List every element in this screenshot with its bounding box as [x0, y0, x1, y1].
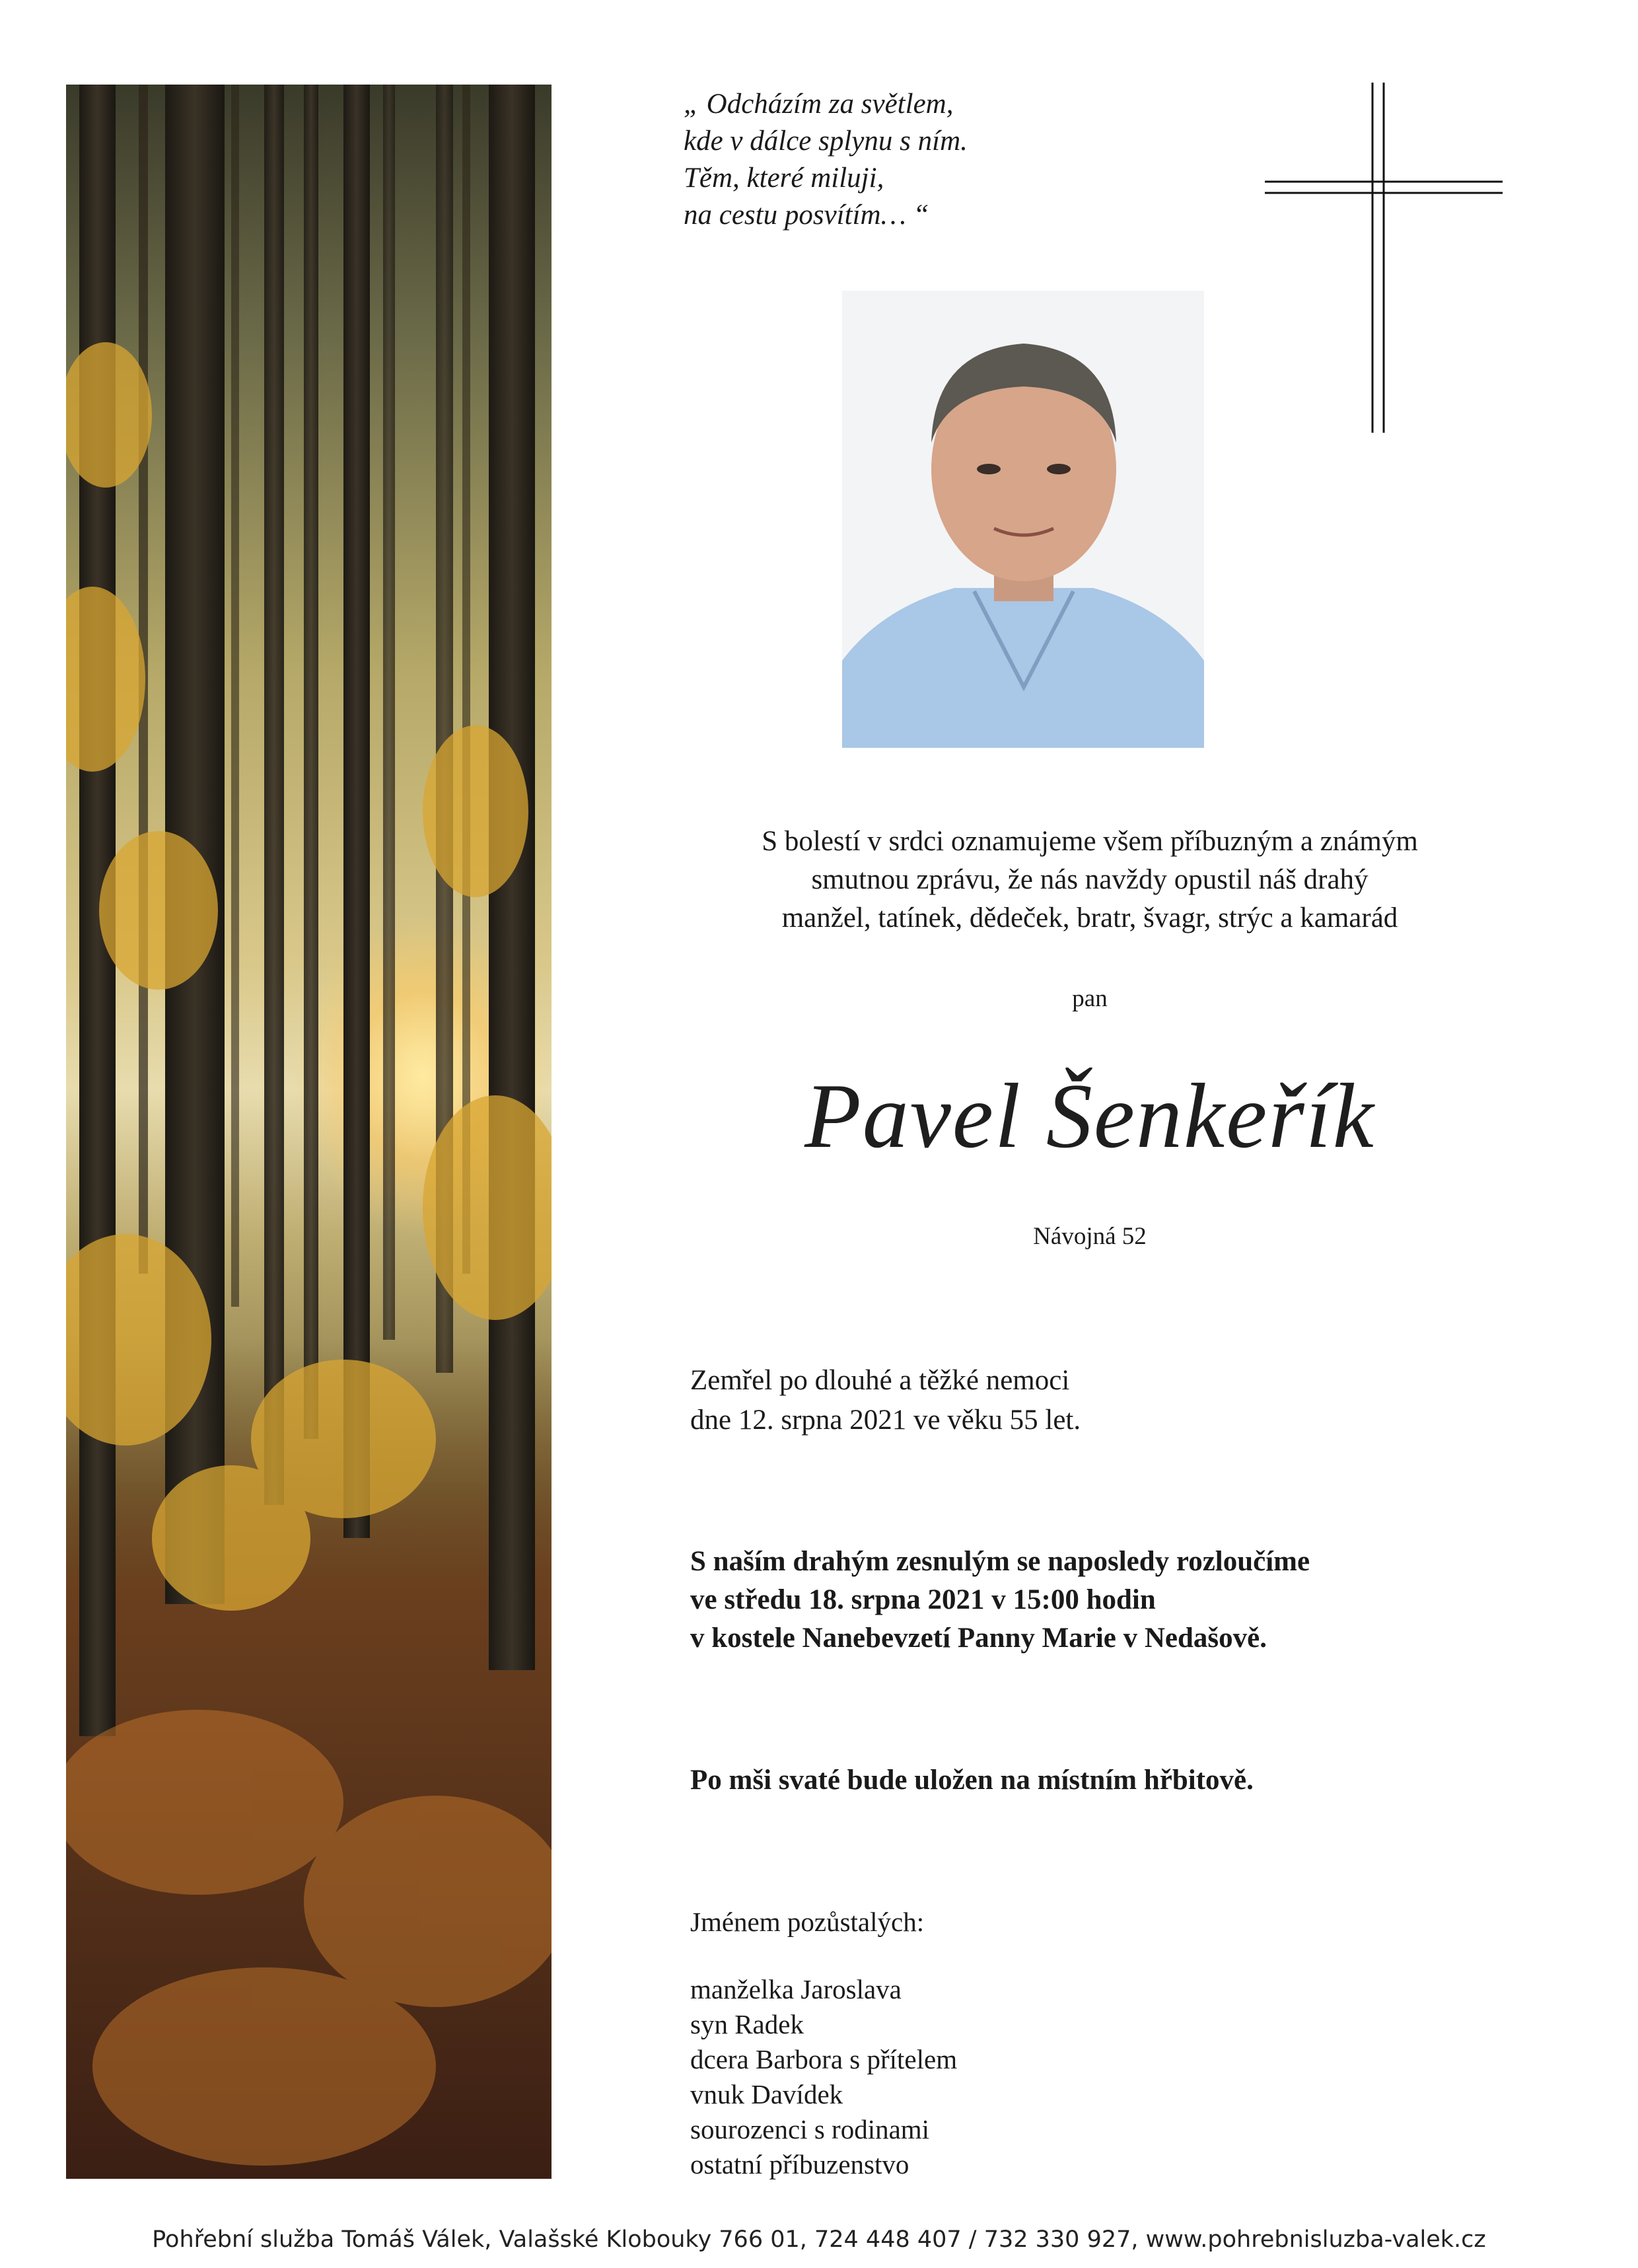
survivors-list: [690, 1972, 957, 2182]
announcement-text: [660, 823, 1519, 937]
death-line: dne 12. srpna 2021 ve věku 55 let.: [690, 1405, 1081, 1436]
poem-line: „ Odcházím za světlem,: [684, 89, 954, 120]
death-line: Zemřel po dlouhé a těžké nemoci: [690, 1365, 1070, 1396]
announcement-line: manžel, tatínek, dědeček, bratr, švagr, strýc a kamarád: [781, 902, 1398, 933]
ceremony-line: ve středu 18. srpna 2021 v 15:00 hodin: [690, 1584, 1156, 1615]
deceased-address: Návojná 52: [1033, 1223, 1147, 1250]
poem-line: kde v dálce splynu s ním.: [684, 126, 968, 157]
poem-line: Těm, které miluji,: [684, 163, 884, 194]
portrait-photo: [842, 291, 1204, 748]
ceremony-line: v kostele Nanebevzetí Panny Marie v Nedašově.: [690, 1623, 1267, 1654]
ceremony-line: S naším drahým zesnulým se naposledy rozloučíme: [690, 1546, 1310, 1577]
cross-icon: [1265, 83, 1503, 439]
funeral-service-footer: Pohřební služba Tomáš Válek, Valašské Klobouky 766 01, 724 448 407 / 732 330 927, www.pohrebnisluzba-valek.cz: [152, 2226, 1486, 2253]
survivor-item: dcera Barbora s přítelem: [690, 2044, 958, 2074]
honorific: pan: [1072, 985, 1108, 1012]
death-details: [690, 1361, 1081, 1440]
burial-note: Po mši svaté bude uložen na místním hřbitově.: [690, 1765, 1254, 1796]
portrait-illustration: [842, 291, 1204, 748]
survivor-item: syn Radek: [690, 2009, 804, 2039]
poem-line: na cestu posvítím… “: [684, 200, 929, 231]
survivors-heading: Jménem pozůstalých:: [690, 1907, 925, 1937]
survivor-item: ostatní příbuzenstvo: [690, 2149, 909, 2179]
survivor-item: vnuk Davídek: [690, 2079, 843, 2109]
deceased-name: Pavel Šenkeřík: [804, 1065, 1375, 1167]
survivor-item: sourozenci s rodinami: [690, 2114, 930, 2144]
funeral-ceremony-details: [690, 1543, 1310, 1658]
forest-photo: [66, 85, 552, 2179]
announcement-line: smutnou zprávu, že nás navždy opustil náš drahý: [811, 864, 1369, 895]
announcement-line: S bolestí v srdci oznamujeme všem příbuzným a známým: [762, 826, 1418, 857]
forest-trees-illustration: [66, 85, 552, 2179]
poem-quote: [684, 86, 1093, 234]
survivor-item: manželka Jaroslava: [690, 1974, 902, 2004]
